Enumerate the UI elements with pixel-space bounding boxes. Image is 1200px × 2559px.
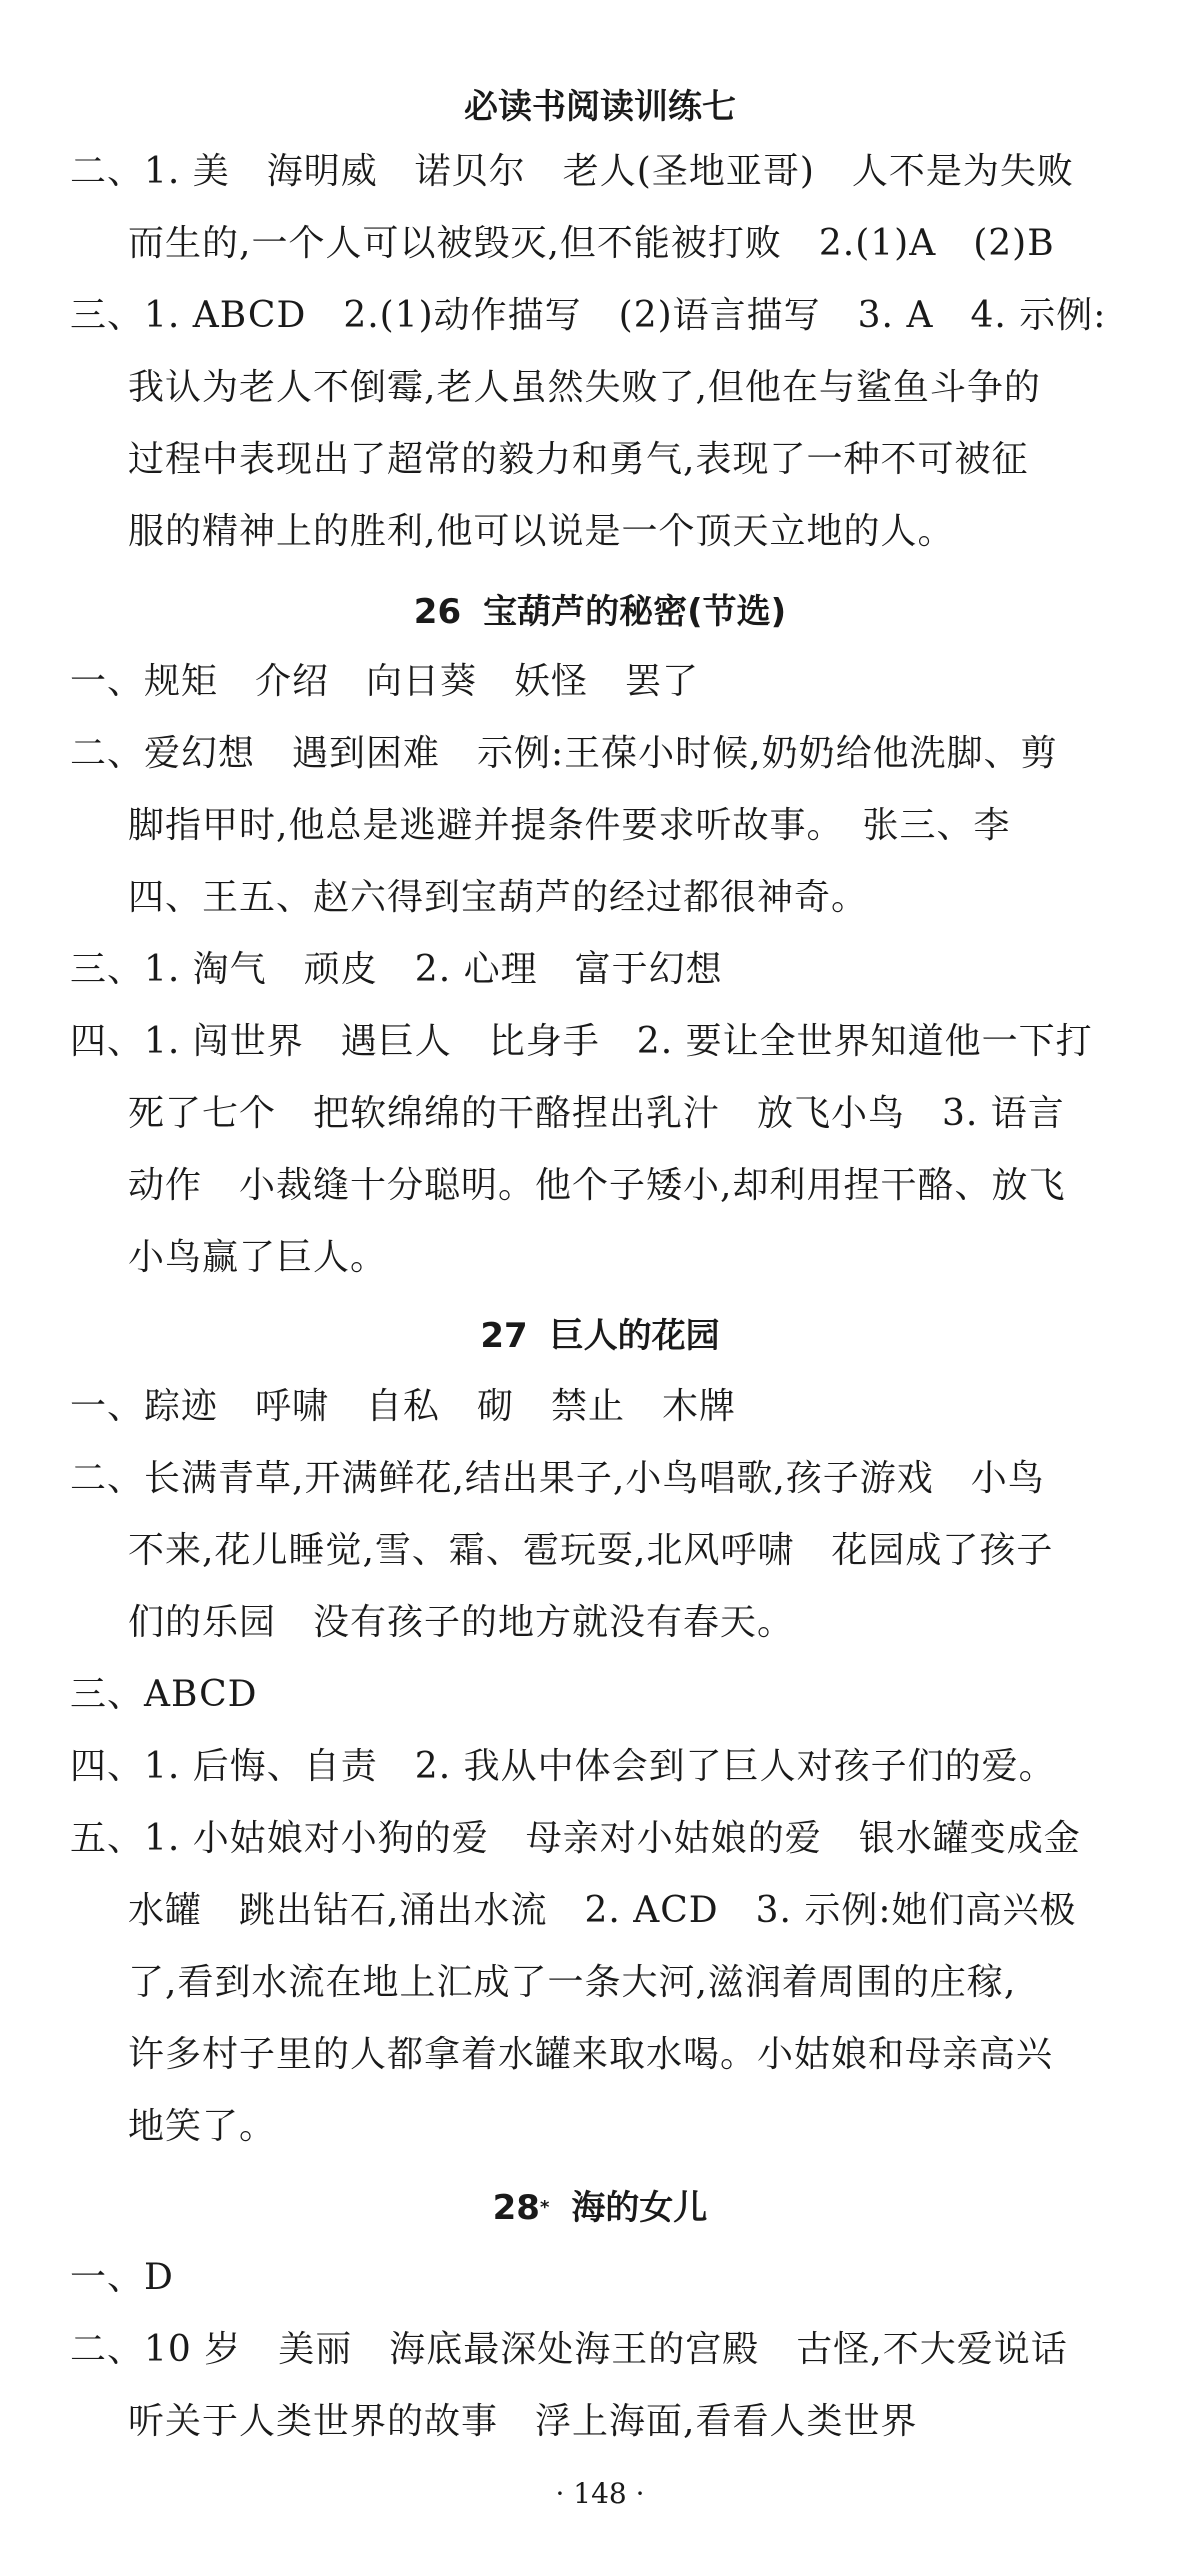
lesson-title: 宝葫芦的秘密(节选) bbox=[483, 592, 787, 632]
lesson-title: 海的女儿 bbox=[571, 2188, 708, 2228]
section-title-26 bbox=[0, 592, 1200, 632]
answer-line: 三、1. 淘气 顽皮 2. 心理 富于幻想 bbox=[70, 949, 723, 990]
section-title-27 bbox=[0, 1316, 1200, 1356]
answer-line: 五、1. 小姑娘对小狗的爱 母亲对小姑娘的爱 银水罐变成金 bbox=[70, 1818, 1081, 1859]
answer-line: 我认为老人不倒霉,老人虽然失败了,但他在与鲨鱼斗争的 bbox=[128, 367, 1041, 408]
answer-line: 过程中表现出了超常的毅力和勇气,表现了一种不可被征 bbox=[128, 439, 1029, 480]
answer-line: 不来,花儿睡觉,雪、霜、雹玩耍,北风呼啸 花园成了孩子 bbox=[128, 1530, 1054, 1571]
answer-line: 二、10 岁 美丽 海底最深处海王的宫殿 古怪,不大爱说话 bbox=[70, 2329, 1068, 2370]
lesson-number bbox=[493, 2188, 550, 2228]
answer-line: 一、踪迹 呼啸 自私 砌 禁止 木牌 bbox=[70, 1386, 737, 1427]
answer-line: 四、1. 闯世界 遇巨人 比身手 2. 要让全世界知道他一下打 bbox=[70, 1021, 1093, 1062]
answer-line: 许多村子里的人都拿着水罐来取水喝。小姑娘和母亲高兴 bbox=[128, 2034, 1054, 2075]
lesson-number-text: 28 bbox=[492, 2188, 540, 2228]
lesson-number: 27 bbox=[480, 1316, 528, 1356]
answer-line: 听关于人类世界的故事 浮上海面,看看人类世界 bbox=[128, 2401, 918, 2442]
section-title-28 bbox=[0, 2188, 1200, 2228]
answer-line: 二、长满青草,开满鲜花,结出果子,小鸟唱歌,孩子游戏 小鸟 bbox=[70, 1458, 1045, 1499]
answer-line: 脚指甲时,他总是逃避并提条件要求听故事。 张三、李 bbox=[128, 805, 1011, 846]
answer-line: 二、爱幻想 遇到困难 示例:王葆小时候,奶奶给他洗脚、剪 bbox=[70, 733, 1058, 774]
answer-line: 地笑了。 bbox=[128, 2106, 277, 2147]
lesson-title: 巨人的花园 bbox=[549, 1316, 720, 1356]
answer-line: 们的乐园 没有孩子的地方就没有春天。 bbox=[128, 1602, 795, 1643]
answer-line: 水罐 跳出钻石,涌出水流 2. ACD 3. 示例:她们高兴极 bbox=[128, 1890, 1077, 1931]
optional-mark: * bbox=[539, 2197, 550, 2218]
answer-line: 三、1. ABCD 2.(1)动作描写 (2)语言描写 3. A 4. 示例: bbox=[70, 295, 1107, 336]
answer-line: 服的精神上的胜利,他可以说是一个顶天立地的人。 bbox=[128, 511, 955, 552]
answer-line: 小鸟赢了巨人。 bbox=[128, 1237, 388, 1278]
answer-line: 了,看到水流在地上汇成了一条大河,滋润着周围的庄稼, bbox=[128, 1962, 1017, 2003]
answer-line: 动作 小裁缝十分聪明。他个子矮小,却利用捏干酪、放飞 bbox=[128, 1165, 1066, 1206]
lesson-number: 26 bbox=[413, 592, 462, 632]
answer-line: 一、规矩 介绍 向日葵 妖怪 罢了 bbox=[70, 661, 700, 702]
answer-line: 而生的,一个人可以被毁灭,但不能被打败 2.(1)A (2)B bbox=[128, 223, 1055, 264]
answer-line: 二、1. 美 海明威 诺贝尔 老人(圣地亚哥) 人不是为失败 bbox=[70, 151, 1074, 192]
page-number: · 148 · bbox=[555, 2477, 645, 2510]
section-title-reading-7: 必读书阅读训练七 bbox=[464, 87, 736, 127]
answer-line: 三、ABCD bbox=[70, 1674, 258, 1715]
answer-line: 死了七个 把软绵绵的干酪捏出乳汁 放飞小鸟 3. 语言 bbox=[128, 1093, 1065, 1134]
answer-line: 四、王五、赵六得到宝葫芦的经过都很神奇。 bbox=[128, 877, 869, 918]
answer-line: 四、1. 后悔、自责 2. 我从中体会到了巨人对孩子们的爱。 bbox=[70, 1746, 1056, 1787]
answer-line: 一、D bbox=[70, 2257, 174, 2298]
